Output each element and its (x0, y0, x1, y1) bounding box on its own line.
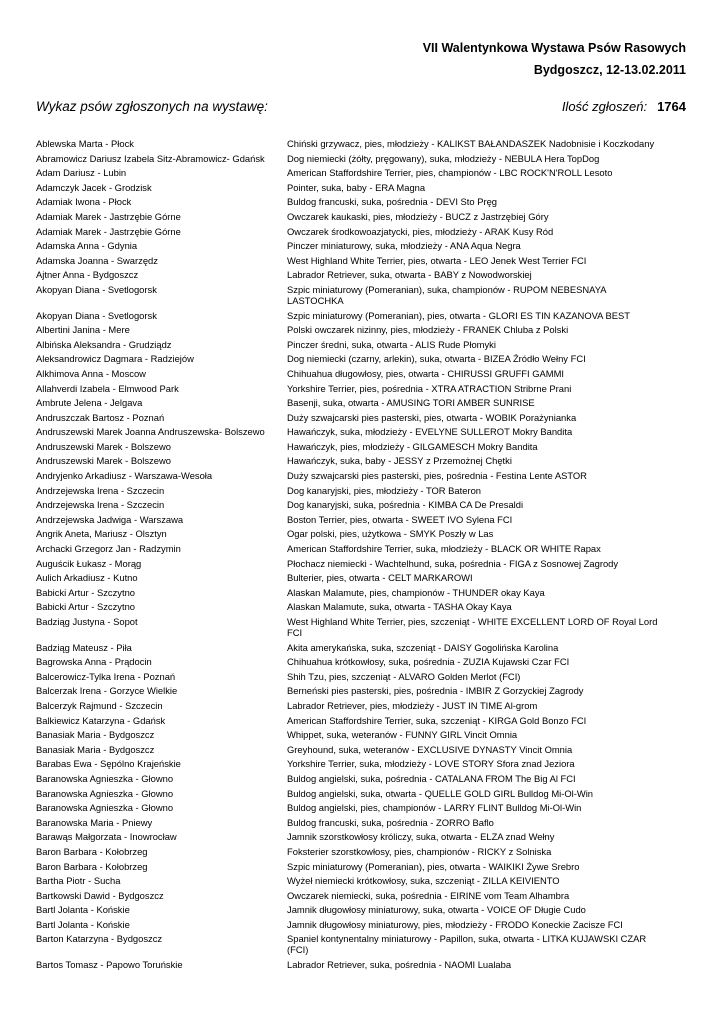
entry-owner: Adamczyk Jacek - Grodzisk (36, 181, 152, 193)
entry-dog: Dog kanaryjski, pies, młodzieży - TOR Bateron (287, 484, 481, 496)
entry-row (36, 744, 686, 755)
entry-dog: Alaskan Malamute, suka, otwarta - TASHA Okay Kaya (287, 601, 512, 613)
entry-owner: Barabas Ewa - Sępólno Krajeńskie (36, 758, 181, 770)
entry-row (36, 470, 686, 481)
entry-dog: Foksterier szorstkowłosy, pies, championów - RICKY z Solniska (287, 845, 552, 857)
entry-owner: Badziąg Mateusz - Piła (36, 641, 132, 653)
entry-row (36, 543, 686, 554)
entry-dog: Hawańczyk, suka, młodzieży - EVELYNE SULLEROT Mokry Bandita (287, 426, 573, 438)
entry-row (36, 729, 686, 740)
entry-owner: Andruszewski Marek Joanna Andruszewska- Bolszewo (36, 426, 265, 438)
entry-row (36, 226, 686, 237)
entry-dog: Jamnik szorstkowłosy króliczy, suka, otwarta - ELZA znad Wełny (287, 831, 555, 843)
entry-dog: Polski owczarek nizinny, pies, młodzieży - FRANEK Chluba z Polski (287, 324, 569, 336)
entry-dog: Labrador Retriever, suka, otwarta - BABY z Nowodworskiej (287, 269, 532, 281)
entry-row (36, 656, 686, 667)
entry-row (36, 904, 686, 915)
entry-count-label: Ilość zgłoszeń: (561, 99, 648, 114)
entry-row (36, 485, 686, 496)
entry-owner: Baranowska Maria - Pniewy (36, 816, 153, 828)
entry-owner: Baranowska Agnieszka - Głowno (36, 787, 174, 799)
entry-row (36, 528, 686, 539)
entry-row (36, 817, 686, 828)
entry-count (562, 99, 686, 114)
entry-dog: American Staffordshire Terrier, suka, młodzieży - BLACK OR WHITE Rapax (287, 543, 601, 555)
entry-owner: Adam Dariusz - Lubin (36, 167, 127, 179)
entry-owner: Baron Barbara - Kołobrzeg (36, 845, 148, 857)
entry-dog: Ogar polski, pies, użytkowa - SMYK Poszły w Las (287, 528, 494, 540)
entry-owner: Auguścik Łukasz - Morąg (36, 557, 142, 569)
entry-dog: Pointer, suka, baby - ERA Magna (287, 181, 426, 193)
entry-row (36, 138, 686, 149)
entry-row (36, 284, 686, 306)
entry-dog: Jamnik długowłosy miniaturowy, suka, otwarta - VOICE OF Długie Cudo (287, 904, 586, 916)
entry-owner: Barton Katarzyna - Bydgoszcz (36, 933, 163, 945)
entry-owner: Akopyan Diana - Svetlogorsk (36, 283, 157, 295)
entry-row (36, 353, 686, 364)
entry-owner: Balkiewicz Katarzyna - Gdańsk (36, 714, 166, 726)
entry-owner: Balcerowicz-Tylka Irena - Poznań (36, 670, 176, 682)
entry-row (36, 919, 686, 930)
entry-row (36, 616, 686, 638)
show-location-date: Bydgoszcz, 12-13.02.2011 (533, 63, 686, 77)
show-title: VII Walentynkowa Wystawa Psów Rasowych (422, 41, 686, 55)
entry-owner: Bartha Piotr - Sucha (36, 875, 121, 887)
entry-dog: Duży szwajcarski pies pasterski, pies, pośrednia - Festina Lente ASTOR (287, 470, 587, 482)
entry-row (36, 240, 686, 251)
entry-dog: Płochacz niemiecki - Wachtelhund, suka, pośrednia - FIGA z Sosnowej Zagrody (287, 557, 619, 569)
entry-owner: Adamska Joanna - Swarzędz (36, 254, 158, 266)
entry-owner: Barawąs Małgorzata - Inowrocław (36, 831, 177, 843)
entries-list (36, 138, 686, 974)
entry-row (36, 933, 686, 955)
entry-owner: Babicki Artur - Szczytno (36, 601, 135, 613)
entry-row (36, 802, 686, 813)
entry-row (36, 758, 686, 769)
entry-row (36, 587, 686, 598)
entry-owner: Allahverdi Izabela - Elmwood Park (36, 382, 179, 394)
entry-dog: Hawańczyk, suka, baby - JESSY z Przemożnej Chętki (287, 455, 512, 467)
entry-row (36, 671, 686, 682)
entry-owner: Alkhimova Anna - Moscow (36, 367, 146, 379)
entry-owner: Balcerzyk Rajmund - Szczecin (36, 699, 163, 711)
entry-dog: American Staffordshire Terrier, suka, szczeniąt - KIRGA Gold Bonzo FCI (287, 714, 587, 726)
entry-dog: West Highland White Terrier, pies, szczeniąt - WHITE EXCELLENT LORD OF Royal Lord FCI (287, 616, 658, 638)
entry-owner: Adamiak Marek - Jastrzębie Górne (36, 210, 181, 222)
entry-owner: Andruszewski Marek - Bolszewo (36, 440, 171, 452)
entry-row (36, 861, 686, 872)
entry-row (36, 875, 686, 886)
entry-owner: Aleksandrowicz Dagmara - Radziejów (36, 353, 194, 365)
entry-owner: Andruszczak Bartosz - Poznań (36, 411, 165, 423)
entry-row (36, 455, 686, 466)
entry-row (36, 397, 686, 408)
entry-owner: Abramowicz Dariusz Izabela Sitz-Abramowicz- Gdańsk (36, 152, 265, 164)
entry-dog: Buldog angielski, suka, otwarta - QUELLE GOLD GIRL Bulldog Mi-Ol-Win (287, 787, 594, 799)
entry-dog: Yorkshire Terrier, pies, pośrednia - XTRA ATRACTION Stribrne Prani (287, 382, 572, 394)
entry-owner: Bagrowska Anna - Prądocin (36, 656, 152, 668)
entry-dog: Wyżeł niemiecki krótkowłosy, suka, szczeniąt - ZILLA KEIVIENTO (287, 875, 560, 887)
list-heading: Wykaz psów zgłoszonych na wystawę: (36, 99, 268, 114)
entry-dog: Basenji, suka, otwarta - AMUSING TORI AMBER SUNRISE (287, 397, 535, 409)
entry-row (36, 890, 686, 901)
entry-row (36, 558, 686, 569)
entry-dog: Chiński grzywacz, pies, młodzieży - KALIKST BAŁANDASZEK Nadobnisie i Koczkodany (287, 138, 655, 149)
entry-row (36, 642, 686, 653)
entry-row (36, 831, 686, 842)
entry-row (36, 572, 686, 583)
entry-owner: Angrik Aneta, Mariusz - Olsztyn (36, 528, 167, 540)
entry-row (36, 324, 686, 335)
entry-owner: Badziąg Justyna - Sopot (36, 616, 138, 627)
entry-owner: Albińska Aleksandra - Grudziądz (36, 338, 172, 350)
entry-row (36, 167, 686, 178)
entry-dog: Szpic miniaturowy (Pomeranian), pies, otwarta - GLORI ES TIN KAZANOVA BEST (287, 309, 630, 321)
entry-row (36, 601, 686, 612)
entry-row (36, 426, 686, 437)
entry-owner: Banasiak Maria - Bydgoszcz (36, 729, 155, 741)
entry-dog: West Highland White Terrier, pies, otwarta - LEO Jenek West Terrier FCI (287, 254, 587, 266)
entry-owner: Ambrute Jelena - Jelgava (36, 397, 143, 409)
entry-owner: Banasiak Maria - Bydgoszcz (36, 743, 155, 755)
entry-owner: Andruszewski Marek - Bolszewo (36, 455, 171, 467)
entry-dog: Akita amerykańska, suka, szczeniąt - DAISY Gogolińska Karolina (287, 641, 559, 653)
entry-dog: Buldog angielski, pies, championów - LARRY FLINT Bulldog Mi-Ol-Win (287, 802, 582, 814)
entry-row (36, 182, 686, 193)
entry-owner: Akopyan Diana - Svetlogorsk (36, 309, 157, 321)
entry-owner: Andrzejewska Irena - Szczecin (36, 499, 165, 511)
entry-owner: Adamiak Marek - Jastrzębie Górne (36, 225, 181, 237)
entry-owner: Baranowska Agnieszka - Głowno (36, 802, 174, 814)
entry-dog: Shih Tzu, pies, szczeniąt - ALVARO Golden Merlot (FCI) (287, 670, 521, 682)
entry-dog: Owczarek niemiecki, suka, pośrednia - EIRINE vom Team Alhambra (287, 889, 570, 901)
entry-dog: Greyhound, suka, weteranów - EXCLUSIVE DYNASTY Vincit Omnia (287, 743, 573, 755)
entry-owner: Bartkowski Dawid - Bydgoszcz (36, 889, 164, 901)
entry-dog: Dog niemiecki (żółty, pręgowany), suka, młodzieży - NEBULA Hera TopDog (287, 152, 600, 164)
entry-owner: Andrzejewska Irena - Szczecin (36, 484, 165, 496)
entry-row (36, 788, 686, 799)
entry-row (36, 499, 686, 510)
entry-owner: Andrzejewska Jadwiga - Warszawa (36, 513, 184, 525)
entry-dog: Chihuahua krótkowłosy, suka, pośrednia - ZUZIA Kujawski Czar FCI (287, 656, 570, 668)
entry-owner: Adamiak Iwona - Płock (36, 196, 132, 208)
entry-owner: Archacki Grzegorz Jan - Radzymin (36, 543, 181, 555)
entry-dog: Buldog angielski, suka, pośrednia - CATALANA FROM The Big Al FCI (287, 772, 576, 784)
entry-owner: Babicki Artur - Szczytno (36, 586, 135, 598)
entry-dog: Alaskan Malamute, pies, championów - THUNDER okay Kaya (287, 586, 545, 598)
entry-dog: Labrador Retriever, pies, młodzieży - JUST IN TIME Al-grom (287, 699, 538, 711)
entry-owner: Balcerzak Irena - Gorzyce Wielkie (36, 685, 178, 697)
entry-dog: Owczarek kaukaski, pies, młodzieży - BUCZ z Jastrzębiej Góry (287, 210, 549, 222)
entry-dog: Hawańczyk, pies, młodzieży - GILGAMESCH Mokry Bandita (287, 440, 538, 452)
entry-dog: American Staffordshire Terrier, pies, championów - LBC ROCK'N'ROLL Lesoto (287, 167, 613, 179)
entry-owner: Ajtner Anna - Bydgoszcz (36, 269, 139, 281)
entry-dog: Jamnik długowłosy miniaturowy, pies, młodzieży - FRODO Koneckie Zacisze FCI (287, 918, 623, 930)
entry-dog: Dog niemiecki (czarny, arlekin), suka, otwarta - BIZEA Źródło Wełny FCI (287, 353, 586, 365)
entry-owner: Ablewska Marta - Płock (36, 138, 134, 149)
entry-row (36, 339, 686, 350)
entry-dog: Szpic miniaturowy (Pomeranian), pies, otwarta - WAIKIKI Żywe Srebro (287, 860, 580, 872)
entry-row (36, 255, 686, 266)
entry-dog: Spaniel kontynentalny miniaturowy - Papillon, suka, otwarta - LITKA KUJAWSKI CZAR (FCI) (287, 933, 647, 956)
entry-row (36, 773, 686, 784)
entry-dog: Bulterier, pies, otwarta - CELT MARKAROWI (287, 572, 473, 584)
entry-owner: Baron Barbara - Kołobrzeg (36, 860, 148, 872)
entry-row (36, 368, 686, 379)
entry-dog: Buldog francuski, suka, pośrednia - ZORRO Baflo (287, 816, 494, 828)
entry-row (36, 959, 686, 970)
entry-dog: Yorkshire Terrier, suka, młodzieży - LOVE STORY Sfora znad Jeziora (287, 758, 575, 770)
entry-dog: Boston Terrier, pies, otwarta - SWEET IVO Sylena FCI (287, 513, 513, 525)
entry-dog: Dog kanaryjski, suka, pośrednia - KIMBA CA De Presaldi (287, 499, 524, 511)
entry-row (36, 715, 686, 726)
entry-dog: Owczarek środkowoazjatycki, pies, młodzieży - ARAK Kusy Ród (287, 225, 554, 237)
entry-row (36, 269, 686, 280)
entry-owner: Andryjenko Arkadiusz - Warszawa-Wesoła (36, 470, 213, 482)
entry-owner: Bartl Jolanta - Końskie (36, 918, 130, 930)
entry-dog: Duży szwajcarski pies pasterski, pies, otwarta - WOBIK Porażynianka (287, 411, 577, 423)
entry-owner: Aulich Arkadiusz - Kutno (36, 572, 138, 584)
entry-owner: Baranowska Agnieszka - Głowno (36, 772, 174, 784)
entry-owner: Albertini Janina - Mere (36, 324, 130, 336)
entry-row (36, 383, 686, 394)
entry-row (36, 196, 686, 207)
entry-row (36, 700, 686, 711)
entry-dog: Berneński pies pasterski, pies, pośrednia - IMBIR Z Gorzyckiej Zagrody (287, 685, 584, 697)
entry-dog: Whippet, suka, weteranów - FUNNY GIRL Vincit Omnia (287, 729, 518, 741)
entry-dog: Labrador Retriever, suka, pośrednia - NAOMI Lualaba (287, 959, 512, 971)
entry-row (36, 441, 686, 452)
entry-row (36, 412, 686, 423)
entry-owner: Bartl Jolanta - Końskie (36, 904, 130, 916)
entry-owner: Adamska Anna - Gdynia (36, 240, 138, 252)
entry-row (36, 514, 686, 525)
entry-row (36, 310, 686, 321)
entry-row (36, 846, 686, 857)
entry-dog: Pinczer średni, suka, otwarta - ALIS Rude Płomyki (287, 338, 496, 350)
entry-row (36, 153, 686, 164)
entry-dog: Szpic miniaturowy (Pomeranian), suka, championów - RUPOM NEBESNAYA LASTOCHKA (287, 283, 607, 306)
entry-dog: Buldog francuski, suka, pośrednia - DEVI Sto Pręg (287, 196, 498, 208)
entry-row (36, 211, 686, 222)
entry-owner: Bartos Tomasz - Papowo Toruńskie (36, 959, 183, 971)
entry-dog: Chihuahua długowłosy, pies, otwarta - CHIRUSSI GRUFFI GAMMI (287, 367, 564, 379)
entry-dog: Pinczer miniaturowy, suka, młodzieży - ANA Aqua Negra (287, 240, 521, 252)
entry-row (36, 685, 686, 696)
entry-count-value: 1764 (657, 99, 686, 114)
